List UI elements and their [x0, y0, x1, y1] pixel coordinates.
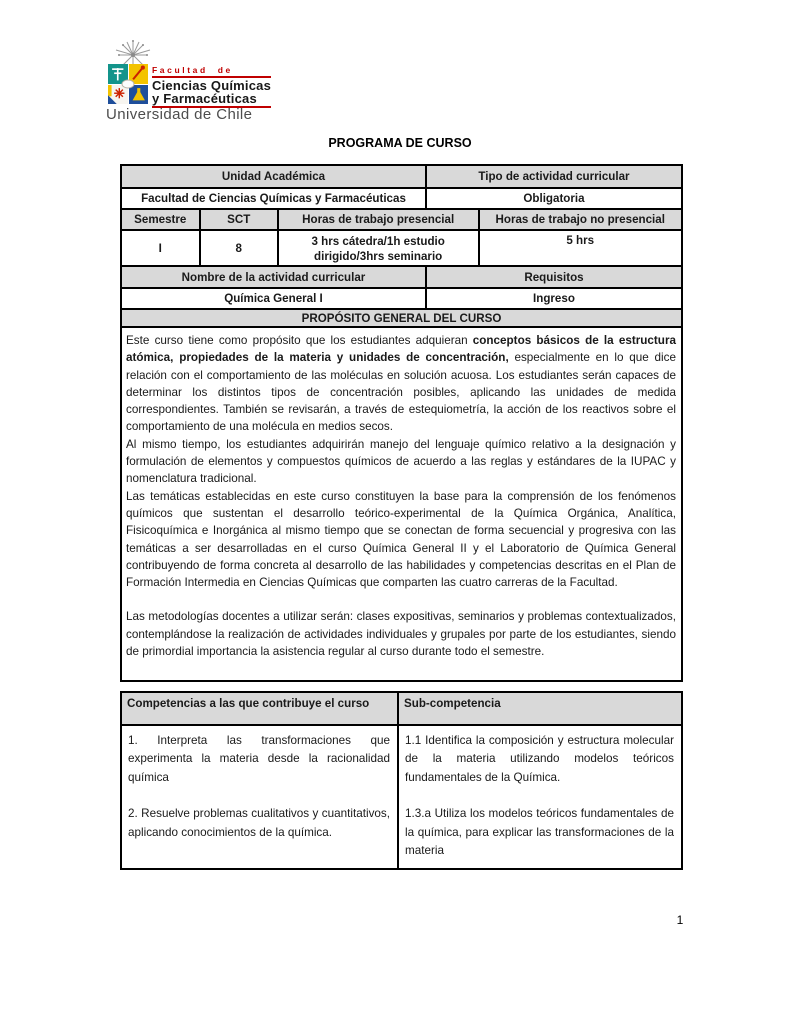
sub-competencia-item-1: 1.1 Identifica la composición y estructura molecular de la materia utilizando modelos teóricos fundamentales de la Química.: [405, 734, 674, 784]
competencias-table: [120, 691, 683, 870]
horas-presencial-header: Horas de trabajo presencial: [277, 208, 478, 229]
table-row: [122, 187, 681, 208]
table-row: [122, 308, 681, 326]
proposito-p1-bold-segment: conceptos básicos de la estructura atómica, propiedades de la materia y unidades de concentración,: [126, 334, 676, 365]
shield-center-oval: [122, 80, 135, 89]
proposito-paragraph-3: Las temáticas establecidas en este curso constituyen la base para la comprensión de los fenómenos químicos que sustentan el desarrollo teórico-experimental de la Química Orgánica, Analítica, Fisicoquímica e Inorgánica al mismo tiempo que se conectan de forma secuencial y progresiva con las temáticas a ser desarrolladas en el curso Química General II y el Laboratorio de Química General contribuyendo de forma concreta al desarrollo de las habilidades y competencias descritas en el Plan de Formación Intermedia en Ciencias Químicas que comparten las cuatro carreras de la Facultad.: [126, 489, 676, 590]
proposito-text-cell: [122, 326, 681, 680]
proposito-paragraph-4: Las metodologías docentes a utilizar serán: clases expositivas, seminarios y problemas contextualizados, contemplándose la realización de actividades individuales y grupales por parte de los estudiantes, siendo de primordial importancia la asistencia regular al curso durante todo el semestre.: [126, 610, 676, 659]
proposito-p1-segment: Este curso tiene como propósito que los estudiantes adquieran: [126, 334, 473, 347]
tipo-actividad-value: Obligatoria: [425, 187, 681, 208]
logo-universidad-label: Universidad de Chile: [106, 106, 253, 123]
unidad-academica-value: Facultad de Ciencias Químicas y Farmacéuticas: [122, 187, 425, 208]
sct-header: SCT: [199, 208, 277, 229]
table-row: [122, 724, 681, 868]
proposito-p1-segment: especialmente en lo que dice relación con el comportamiento de las moléculas en solución acuosa. Los estudiantes serán capaces de determinar los distintos tipos de concentración posibles, aplicando las unidades de medida correspondientes. También se revisarán, a través de estequiometría, la acción de los reactivos sobre el comportamiento de una molécula en medios secos.: [126, 351, 676, 434]
info-table: [120, 164, 683, 682]
competencias-cell: [122, 724, 397, 868]
semestre-value: I: [122, 229, 199, 265]
table-row: [122, 166, 681, 187]
page-title: PROGRAMA DE CURSO: [328, 136, 472, 150]
table-row: [122, 287, 681, 308]
table-row: [122, 265, 681, 287]
nombre-actividad-header: Nombre de la actividad curricular: [122, 265, 425, 287]
nombre-actividad-value: Química General I: [122, 287, 425, 308]
horas-presencial-value: 3 hrs cátedra/1h estudio dirigido/3hrs seminario: [277, 229, 478, 265]
proposito-paragraph-2: Al mismo tiempo, los estudiantes adquirirán manejo del lenguaje químico relativo a la designación y formulación de elementos y compuestos químicos de acuerdo a las reglas y estándares de la IUPAC y nomenclatura tradicional.: [126, 437, 676, 486]
table-row: [122, 693, 681, 724]
unidad-academica-header: Unidad Académica: [122, 166, 425, 187]
logo-farmaceuticas-label: y Farmacéuticas: [152, 92, 271, 108]
sub-competencia-cell: [397, 724, 681, 868]
proposito-header: PROPÓSITO GENERAL DEL CURSO: [122, 308, 681, 326]
competencia-item-2: 2. Resuelve problemas cualitativos y cuantitativos, aplicando conocimientos de la química.: [128, 807, 391, 839]
proposito-paragraph-1: [126, 332, 676, 436]
logo-ciencias-quimicas-label: Ciencias Químicas: [152, 78, 272, 93]
requisitos-value: Ingreso: [425, 287, 681, 308]
table-row: [122, 229, 681, 265]
horas-no-presencial-header: Horas de trabajo no presencial: [478, 208, 681, 229]
sub-competencia-header: Sub-competencia: [397, 693, 681, 724]
horas-no-presencial-value: 5 hrs: [478, 229, 681, 265]
competencias-header: Competencias a las que contribuye el curso: [122, 693, 397, 724]
semestre-header: Semestre: [122, 208, 199, 229]
sub-competencia-item-2: 1.3.a Utiliza los modelos teóricos fundamentales de la química, para explicar las transformaciones de la materia: [405, 807, 674, 858]
page-number: 1: [676, 913, 684, 927]
faculty-shield-icon: [108, 64, 148, 104]
table-row: [122, 208, 681, 229]
tipo-actividad-header: Tipo de actividad curricular: [425, 166, 681, 187]
requisitos-header: Requisitos: [425, 265, 681, 287]
faculty-logo-text: [152, 64, 271, 108]
logo-facultad-de-label: Facultad de: [152, 65, 271, 78]
competencia-item-1: 1. Interpreta las transformaciones que experimenta la materia desde la racionalidad química: [128, 734, 391, 784]
table-row: [122, 326, 681, 680]
sct-value: 8: [199, 229, 277, 265]
